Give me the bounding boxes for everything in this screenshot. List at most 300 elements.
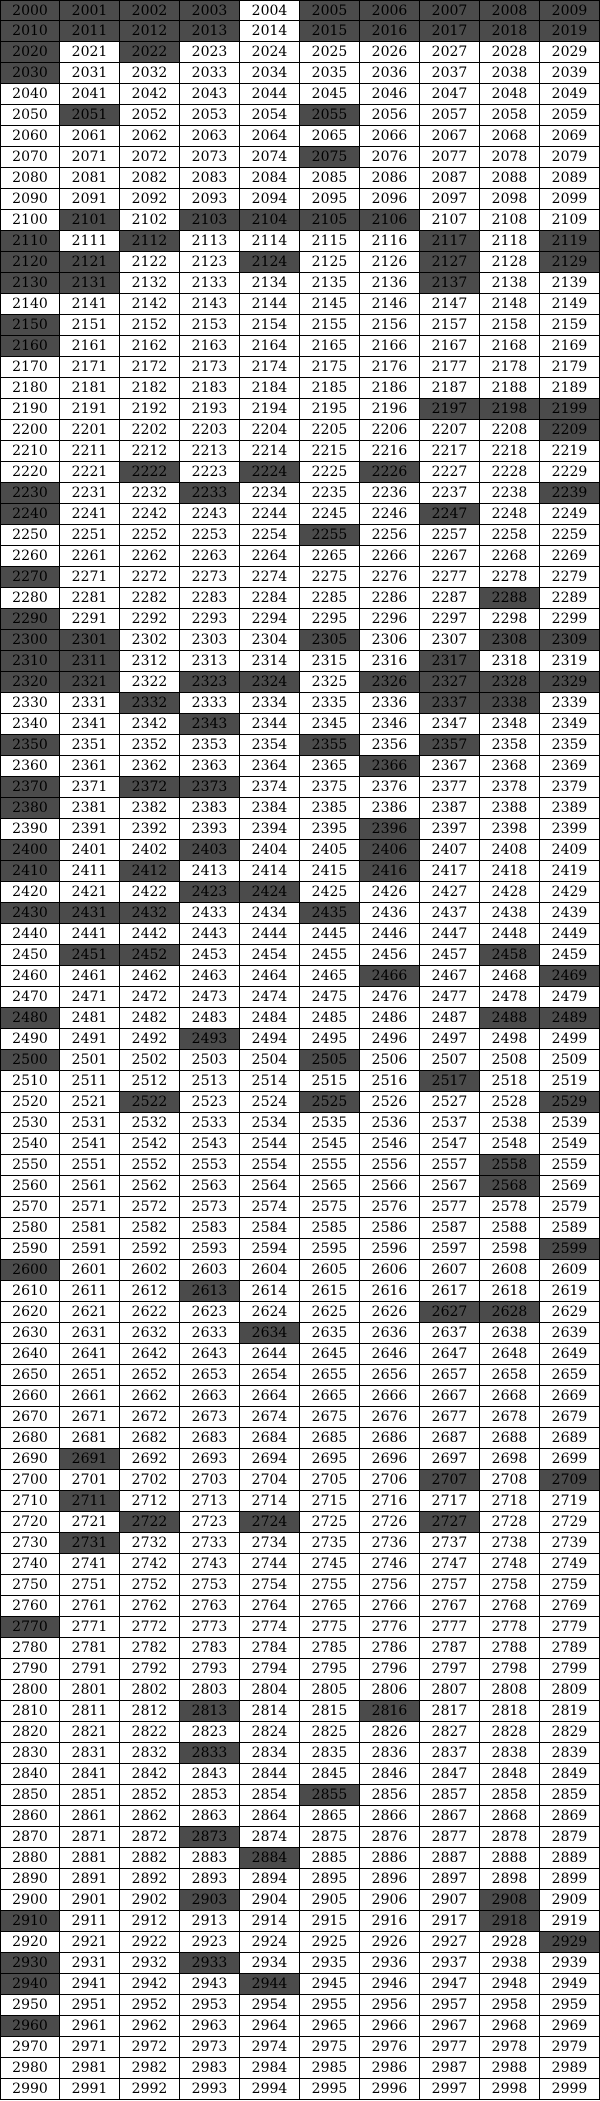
year-cell: 2981 — [60, 2058, 120, 2079]
year-cell: 2932 — [120, 1953, 180, 1974]
year-cell: 2351 — [60, 735, 120, 756]
year-cell: 2920 — [0, 1932, 60, 1953]
year-cell-highlighted: 2327 — [420, 672, 480, 693]
year-cell-highlighted: 2940 — [0, 1974, 60, 1995]
year-cell-highlighted: 2627 — [420, 1302, 480, 1323]
year-cell: 2938 — [480, 1953, 540, 1974]
year-cell-highlighted: 2435 — [300, 903, 360, 924]
year-cell: 2356 — [360, 735, 420, 756]
year-cell: 2812 — [120, 1701, 180, 1722]
year-cell: 2899 — [540, 1869, 600, 1890]
year-cell: 2858 — [480, 1785, 540, 1806]
year-cell: 2569 — [540, 1176, 600, 1197]
year-cell: 2375 — [300, 777, 360, 798]
year-cell: 2828 — [480, 1722, 540, 1743]
year-cell: 2617 — [420, 1281, 480, 1302]
year-cell-highlighted: 2117 — [420, 231, 480, 252]
year-cell: 2925 — [300, 1932, 360, 1953]
year-cell: 2934 — [240, 1953, 300, 1974]
year-cell: 2622 — [120, 1302, 180, 1323]
year-cell: 2837 — [420, 1743, 480, 1764]
year-cell: 2756 — [360, 1575, 420, 1596]
year-cell-highlighted: 2525 — [300, 1092, 360, 1113]
year-cell: 2667 — [420, 1386, 480, 1407]
year-cell: 2471 — [60, 987, 120, 1008]
year-cell: 2399 — [540, 819, 600, 840]
year-cell: 2544 — [240, 1134, 300, 1155]
year-cell: 2671 — [60, 1407, 120, 1428]
year-cell: 2969 — [540, 2016, 600, 2037]
year-cell: 2549 — [540, 1134, 600, 1155]
year-cell: 2747 — [420, 1554, 480, 1575]
year-cell: 2122 — [120, 252, 180, 273]
year-cell: 2188 — [480, 378, 540, 399]
year-cell: 2889 — [540, 1848, 600, 1869]
year-cell: 2203 — [180, 420, 240, 441]
year-cell: 2736 — [360, 1533, 420, 1554]
year-cell: 2176 — [360, 357, 420, 378]
year-cell: 2618 — [480, 1281, 540, 1302]
year-cell-highlighted: 2160 — [0, 336, 60, 357]
year-cell: 2605 — [300, 1260, 360, 1281]
year-cell-highlighted: 2329 — [540, 672, 600, 693]
year-cell: 2315 — [300, 651, 360, 672]
year-cell: 2767 — [420, 1596, 480, 1617]
year-cell-highlighted: 2458 — [480, 945, 540, 966]
year-cell: 2449 — [540, 924, 600, 945]
year-cell: 2470 — [0, 987, 60, 1008]
year-cell: 2540 — [0, 1134, 60, 1155]
year-cell: 2953 — [180, 1995, 240, 2016]
year-cell: 2519 — [540, 1071, 600, 1092]
year-cell: 2542 — [120, 1134, 180, 1155]
year-cell: 2738 — [480, 1533, 540, 1554]
year-cell-highlighted: 2332 — [120, 693, 180, 714]
year-cell: 2181 — [60, 378, 120, 399]
year-cell: 2078 — [480, 147, 540, 168]
year-cell: 2795 — [300, 1659, 360, 1680]
year-cell: 2660 — [0, 1386, 60, 1407]
year-cell: 2034 — [240, 63, 300, 84]
year-cell: 2612 — [120, 1281, 180, 1302]
year-cell: 2334 — [240, 693, 300, 714]
year-cell: 2875 — [300, 1827, 360, 1848]
year-cell: 2271 — [60, 567, 120, 588]
year-cell: 2826 — [360, 1722, 420, 1743]
year-cell-highlighted: 2722 — [120, 1512, 180, 1533]
year-cell: 2189 — [540, 378, 600, 399]
year-cell: 2845 — [300, 1764, 360, 1785]
year-cell-highlighted: 2903 — [180, 1890, 240, 1911]
year-cell: 2148 — [480, 294, 540, 315]
year-cell: 2043 — [180, 84, 240, 105]
year-cell: 2133 — [180, 273, 240, 294]
year-cell: 2993 — [180, 2079, 240, 2100]
year-cell-highlighted: 2101 — [60, 210, 120, 231]
year-cell-highlighted: 2707 — [420, 1470, 480, 1491]
year-cell-highlighted: 2006 — [360, 0, 420, 21]
year-cell: 2571 — [60, 1197, 120, 1218]
year-cell: 2749 — [540, 1554, 600, 1575]
year-cell: 2851 — [60, 1785, 120, 1806]
year-cell: 2995 — [300, 2079, 360, 2100]
year-cell: 2579 — [540, 1197, 600, 1218]
year-cell: 2446 — [360, 924, 420, 945]
year-cell: 2206 — [360, 420, 420, 441]
year-cell: 2693 — [180, 1449, 240, 1470]
year-cell: 2082 — [120, 168, 180, 189]
year-cell: 2511 — [60, 1071, 120, 1092]
year-cell-highlighted: 2451 — [60, 945, 120, 966]
year-cell: 2187 — [420, 378, 480, 399]
year-cell: 2531 — [60, 1113, 120, 1134]
year-cell-highlighted: 2432 — [120, 903, 180, 924]
year-cell-highlighted: 2634 — [240, 1323, 300, 1344]
year-cell-highlighted: 2310 — [0, 651, 60, 672]
year-cell: 2725 — [300, 1512, 360, 1533]
year-cell: 2513 — [180, 1071, 240, 1092]
year-cell: 2243 — [180, 504, 240, 525]
year-cell: 2515 — [300, 1071, 360, 1092]
year-cell: 2710 — [0, 1491, 60, 1512]
year-cell: 2862 — [120, 1806, 180, 1827]
year-cell: 2083 — [180, 168, 240, 189]
year-cell: 2146 — [360, 294, 420, 315]
year-cell: 2896 — [360, 1869, 420, 1890]
year-cell: 2389 — [540, 798, 600, 819]
year-cell-highlighted: 2020 — [0, 42, 60, 63]
year-cell: 2494 — [240, 1029, 300, 1050]
year-cell-highlighted: 2106 — [360, 210, 420, 231]
year-cell: 2856 — [360, 1785, 420, 1806]
year-cell: 2395 — [300, 819, 360, 840]
year-cell: 2701 — [60, 1470, 120, 1491]
year-cell: 2866 — [360, 1806, 420, 1827]
year-cell: 2947 — [420, 1974, 480, 1995]
year-cell: 2207 — [420, 420, 480, 441]
year-cell: 2958 — [480, 1995, 540, 2016]
year-cell: 2472 — [120, 987, 180, 1008]
year-cell: 2168 — [480, 336, 540, 357]
year-cell: 2159 — [540, 315, 600, 336]
year-cell: 2346 — [360, 714, 420, 735]
year-cell: 2210 — [0, 441, 60, 462]
year-cell-highlighted: 2311 — [60, 651, 120, 672]
year-cell-highlighted: 2124 — [240, 252, 300, 273]
year-cell: 2294 — [240, 609, 300, 630]
year-cell: 2433 — [180, 903, 240, 924]
year-cell: 2824 — [240, 1722, 300, 1743]
year-cell: 2967 — [420, 2016, 480, 2037]
year-cell: 2442 — [120, 924, 180, 945]
year-cell: 2116 — [360, 231, 420, 252]
year-cell: 2218 — [480, 441, 540, 462]
year-cell: 2827 — [420, 1722, 480, 1743]
year-cell: 2113 — [180, 231, 240, 252]
year-cell: 2625 — [300, 1302, 360, 1323]
year-cell: 2147 — [420, 294, 480, 315]
year-cell: 2963 — [180, 2016, 240, 2037]
year-cell: 2443 — [180, 924, 240, 945]
year-cell: 2844 — [240, 1764, 300, 1785]
year-cell: 2574 — [240, 1197, 300, 1218]
year-cell: 2497 — [420, 1029, 480, 1050]
year-cell: 2440 — [0, 924, 60, 945]
year-cell: 2657 — [420, 1365, 480, 1386]
year-cell: 2491 — [60, 1029, 120, 1050]
year-cell: 2486 — [360, 1008, 420, 1029]
year-cell-highlighted: 2300 — [0, 630, 60, 651]
year-cell: 2654 — [240, 1365, 300, 1386]
year-cell: 2236 — [360, 483, 420, 504]
year-cell: 2601 — [60, 1260, 120, 1281]
year-cell: 2762 — [120, 1596, 180, 1617]
year-cell: 2360 — [0, 756, 60, 777]
year-cell: 2572 — [120, 1197, 180, 1218]
year-cell: 2668 — [480, 1386, 540, 1407]
year-cell: 2800 — [0, 1680, 60, 1701]
year-cell-highlighted: 2466 — [360, 966, 420, 987]
year-cell: 2378 — [480, 777, 540, 798]
year-cell: 2512 — [120, 1071, 180, 1092]
year-cell: 2367 — [420, 756, 480, 777]
year-cell: 2276 — [360, 567, 420, 588]
year-cell: 2293 — [180, 609, 240, 630]
year-cell: 2911 — [60, 1911, 120, 1932]
year-cell: 2340 — [0, 714, 60, 735]
year-cell-highlighted: 2493 — [180, 1029, 240, 1050]
year-cell: 2927 — [420, 1932, 480, 1953]
year-cell: 2031 — [60, 63, 120, 84]
year-cell: 2759 — [540, 1575, 600, 1596]
year-cell: 2804 — [240, 1680, 300, 1701]
year-cell: 2348 — [480, 714, 540, 735]
year-cell: 2483 — [180, 1008, 240, 1029]
year-cell: 2998 — [480, 2079, 540, 2100]
year-cell: 2943 — [180, 1974, 240, 1995]
year-cell-highlighted: 2505 — [300, 1050, 360, 1071]
year-cell-highlighted: 2130 — [0, 273, 60, 294]
year-cell: 2260 — [0, 546, 60, 567]
year-cell: 2164 — [240, 336, 300, 357]
year-cell: 2044 — [240, 84, 300, 105]
year-cell: 2836 — [360, 1743, 420, 1764]
year-cell-highlighted: 2007 — [420, 0, 480, 21]
year-cell: 2768 — [480, 1596, 540, 1617]
year-cell: 2238 — [480, 483, 540, 504]
year-cell: 2384 — [240, 798, 300, 819]
year-cell: 2959 — [540, 1995, 600, 2016]
year-cell: 2780 — [0, 1638, 60, 1659]
year-cell: 2499 — [540, 1029, 600, 1050]
year-cell: 2268 — [480, 546, 540, 567]
year-cell: 2453 — [180, 945, 240, 966]
year-cell-highlighted: 2711 — [60, 1491, 120, 1512]
year-cell: 2492 — [120, 1029, 180, 1050]
year-cell-highlighted: 2416 — [360, 861, 420, 882]
year-cell: 2868 — [480, 1806, 540, 1827]
year-cell: 2818 — [480, 1701, 540, 1722]
year-cell: 2801 — [60, 1680, 120, 1701]
year-cell-highlighted: 2015 — [300, 21, 360, 42]
year-cell: 2843 — [180, 1764, 240, 1785]
year-cell: 2664 — [240, 1386, 300, 1407]
year-cell-highlighted: 2373 — [180, 777, 240, 798]
year-cell: 2126 — [360, 252, 420, 273]
year-cell: 2564 — [240, 1176, 300, 1197]
year-cell: 2752 — [120, 1575, 180, 1596]
year-cell: 2586 — [360, 1218, 420, 1239]
year-cell-highlighted: 2075 — [300, 147, 360, 168]
year-cell: 2902 — [120, 1890, 180, 1911]
year-cell-highlighted: 2908 — [480, 1890, 540, 1911]
year-cell-highlighted: 2517 — [420, 1071, 480, 1092]
year-cell-highlighted: 2320 — [0, 672, 60, 693]
year-cell: 2957 — [420, 1995, 480, 2016]
year-cell: 2867 — [420, 1806, 480, 1827]
year-cell: 2674 — [240, 1407, 300, 1428]
year-cell: 2825 — [300, 1722, 360, 1743]
year-cell: 2344 — [240, 714, 300, 735]
year-cell: 2193 — [180, 399, 240, 420]
year-cell: 2831 — [60, 1743, 120, 1764]
year-cell: 2096 — [360, 189, 420, 210]
year-cell: 2608 — [480, 1260, 540, 1281]
year-cell: 2684 — [240, 1428, 300, 1449]
year-cell: 2142 — [120, 294, 180, 315]
year-cell: 2092 — [120, 189, 180, 210]
year-cell: 2401 — [60, 840, 120, 861]
year-cell: 2028 — [480, 42, 540, 63]
year-cell: 2962 — [120, 2016, 180, 2037]
year-cell: 2264 — [240, 546, 300, 567]
year-cell: 2107 — [420, 210, 480, 231]
year-cell: 2165 — [300, 336, 360, 357]
year-cell: 2393 — [180, 819, 240, 840]
year-cell: 2153 — [180, 315, 240, 336]
year-cell: 2118 — [480, 231, 540, 252]
year-cell: 2504 — [240, 1050, 300, 1071]
year-cell: 2754 — [240, 1575, 300, 1596]
year-cell: 2200 — [0, 420, 60, 441]
year-cell-highlighted: 2522 — [120, 1092, 180, 1113]
year-cell: 2202 — [120, 420, 180, 441]
year-cell: 2662 — [120, 1386, 180, 1407]
year-cell: 2277 — [420, 567, 480, 588]
year-cell: 2704 — [240, 1470, 300, 1491]
year-cell: 2745 — [300, 1554, 360, 1575]
year-cell: 2527 — [420, 1092, 480, 1113]
year-cell: 2645 — [300, 1344, 360, 1365]
year-cell: 2411 — [60, 861, 120, 882]
year-cell: 2909 — [540, 1890, 600, 1911]
year-cell: 2848 — [480, 1764, 540, 1785]
year-cell: 2503 — [180, 1050, 240, 1071]
year-cell: 2904 — [240, 1890, 300, 1911]
year-cell: 2369 — [540, 756, 600, 777]
year-cell: 2455 — [300, 945, 360, 966]
year-cell-highlighted: 2424 — [240, 882, 300, 903]
year-cell: 2232 — [120, 483, 180, 504]
year-cell-highlighted: 2406 — [360, 840, 420, 861]
year-cell: 2528 — [480, 1092, 540, 1113]
year-cell: 2284 — [240, 588, 300, 609]
year-cell: 2289 — [540, 588, 600, 609]
year-cell: 2949 — [540, 1974, 600, 1995]
year-cell-highlighted: 2055 — [300, 105, 360, 126]
year-cell: 2244 — [240, 504, 300, 525]
year-cell: 2835 — [300, 1743, 360, 1764]
year-cell: 2697 — [420, 1449, 480, 1470]
year-cell: 2905 — [300, 1890, 360, 1911]
year-cell: 2397 — [420, 819, 480, 840]
year-cell-highlighted: 2199 — [540, 399, 600, 420]
year-cell: 2379 — [540, 777, 600, 798]
year-cell: 2990 — [0, 2079, 60, 2100]
year-cell-highlighted: 2198 — [480, 399, 540, 420]
year-cell: 2591 — [60, 1239, 120, 1260]
year-cell-highlighted: 2240 — [0, 504, 60, 525]
year-cell: 2679 — [540, 1407, 600, 1428]
year-cell: 2888 — [480, 1848, 540, 1869]
year-cell: 2788 — [480, 1638, 540, 1659]
year-cell: 2349 — [540, 714, 600, 735]
year-cell: 2307 — [420, 630, 480, 651]
year-cell: 2088 — [480, 168, 540, 189]
year-cell: 2368 — [480, 756, 540, 777]
year-cell: 2014 — [240, 21, 300, 42]
year-cell: 2842 — [120, 1764, 180, 1785]
year-cell: 2917 — [420, 1911, 480, 1932]
year-cell: 2246 — [360, 504, 420, 525]
year-cell: 2763 — [180, 1596, 240, 1617]
year-cell-highlighted: 2568 — [480, 1176, 540, 1197]
year-cell: 2999 — [540, 2079, 600, 2100]
year-cell: 2392 — [120, 819, 180, 840]
year-cell: 2882 — [120, 1848, 180, 1869]
year-cell: 2611 — [60, 1281, 120, 1302]
year-cell: 2408 — [480, 840, 540, 861]
year-cell: 2893 — [180, 1869, 240, 1890]
year-cell: 2832 — [120, 1743, 180, 1764]
year-cell: 2302 — [120, 630, 180, 651]
year-cell: 2950 — [0, 1995, 60, 2016]
year-cell: 2561 — [60, 1176, 120, 1197]
year-cell: 2578 — [480, 1197, 540, 1218]
year-cell: 2678 — [480, 1407, 540, 1428]
year-cell-highlighted: 2008 — [480, 0, 540, 21]
year-cell: 2865 — [300, 1806, 360, 1827]
year-cell: 2673 — [180, 1407, 240, 1428]
year-cell: 2145 — [300, 294, 360, 315]
year-cell: 2052 — [120, 105, 180, 126]
year-cell: 2186 — [360, 378, 420, 399]
year-cell: 2109 — [540, 210, 600, 231]
year-cell: 2091 — [60, 189, 120, 210]
year-cell: 2852 — [120, 1785, 180, 1806]
year-cell: 2434 — [240, 903, 300, 924]
year-cell: 2656 — [360, 1365, 420, 1386]
year-cell: 2518 — [480, 1071, 540, 1092]
year-cell: 2637 — [420, 1323, 480, 1344]
year-cell: 2275 — [300, 567, 360, 588]
year-cell: 2987 — [420, 2058, 480, 2079]
year-cell: 2746 — [360, 1554, 420, 1575]
year-cell: 2190 — [0, 399, 60, 420]
year-cell: 2140 — [0, 294, 60, 315]
year-cell: 2195 — [300, 399, 360, 420]
year-cell: 2965 — [300, 2016, 360, 2037]
